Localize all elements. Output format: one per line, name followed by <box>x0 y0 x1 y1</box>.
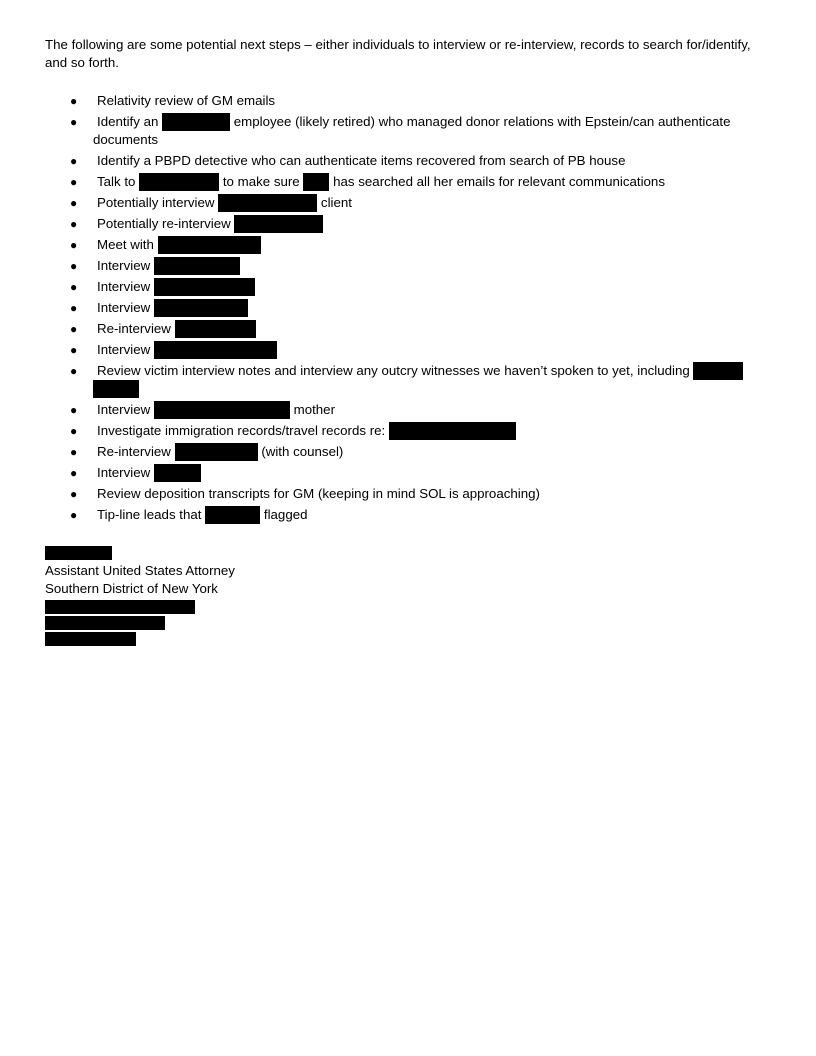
bullet-icon: ● <box>70 259 78 273</box>
list-item: ● Talk to to make sure has searched all her emails for relevant communications <box>70 174 665 189</box>
redaction-box <box>234 215 323 233</box>
bullet-icon: ● <box>70 466 78 480</box>
redaction-box <box>93 380 139 398</box>
list-item: ● Interview <box>45 299 775 317</box>
redaction-box <box>45 632 136 646</box>
bullet-icon: ● <box>70 217 78 231</box>
bullet-icon: ● <box>70 403 78 417</box>
redaction-box <box>154 257 240 275</box>
redaction-box <box>218 194 317 212</box>
list-item: ● Review deposition transcripts for GM (keeping in mind SOL is approaching) <box>70 486 540 501</box>
bullet-icon: ● <box>70 364 78 378</box>
redaction-box <box>45 616 165 630</box>
list-item: ● Identify an employee (likely retired) who managed donor relations with Epstein/can authenticate documents <box>70 114 731 147</box>
document-page <box>45 36 775 648</box>
bullet-icon: ● <box>70 238 78 252</box>
redaction-box <box>303 173 329 191</box>
list-item: ● Re-interview (with counsel) <box>70 444 344 459</box>
list-item: ● Interview <box>45 341 775 359</box>
redaction-box <box>154 401 290 419</box>
next-steps-list <box>45 92 775 524</box>
redaction-box <box>175 320 256 338</box>
list-item: ● Interview mother <box>70 402 336 417</box>
redaction-box <box>154 278 255 296</box>
bullet-icon: ● <box>70 508 78 522</box>
bullet-icon: ● <box>70 322 78 336</box>
bullet-icon: ● <box>70 487 78 501</box>
bullet-icon: ● <box>70 196 78 210</box>
redaction-box <box>693 362 743 380</box>
bullet-icon: ● <box>70 94 78 108</box>
list-item: ● Investigate immigration records/travel records re: <box>45 422 775 440</box>
redaction-box <box>154 299 248 317</box>
redaction-box <box>139 173 219 191</box>
list-item: ● Meet with <box>45 236 775 254</box>
bullet-icon: ● <box>70 343 78 357</box>
list-item: ● Interview <box>45 257 775 275</box>
signature-office: Southern District of New York <box>45 581 218 596</box>
redaction-box <box>162 113 230 131</box>
list-item: ● Identify a PBPD detective who can authenticate items recovered from search of PB house <box>70 153 626 168</box>
list-item: ● Tip-line leads that flagged <box>70 507 308 522</box>
list-item: ● Relativity review of GM emails <box>70 93 276 108</box>
bullet-icon: ● <box>70 175 78 189</box>
bullet-icon: ● <box>70 154 78 168</box>
list-item: ● Re-interview <box>45 320 775 338</box>
bullet-icon: ● <box>70 301 78 315</box>
intro-paragraph: The following are some potential next steps – either individuals to interview or re-interview, records to search for/identify, and so forth. <box>45 37 751 70</box>
redaction-box <box>175 443 258 461</box>
bullet-icon: ● <box>70 115 78 129</box>
redaction-box <box>154 341 277 359</box>
redaction-box <box>389 422 516 440</box>
bullet-icon: ● <box>70 445 78 459</box>
bullet-icon: ● <box>70 280 78 294</box>
signature-title: Assistant United States Attorney <box>45 563 235 578</box>
list-item: ● Interview <box>45 464 775 482</box>
list-item: ● Potentially interview client <box>70 195 352 210</box>
redaction-box <box>45 546 112 560</box>
redaction-box <box>158 236 261 254</box>
redaction-box <box>154 464 201 482</box>
list-item: ● Review victim interview notes and interview any outcry witnesses we haven’t spoken to yet, including <box>45 362 775 398</box>
signature-block <box>45 546 775 646</box>
list-item: ● Potentially re-interview <box>45 215 775 233</box>
list-item: ● Interview <box>45 278 775 296</box>
bullet-icon: ● <box>70 424 78 438</box>
redaction-box <box>205 506 260 524</box>
redaction-box <box>45 600 195 614</box>
